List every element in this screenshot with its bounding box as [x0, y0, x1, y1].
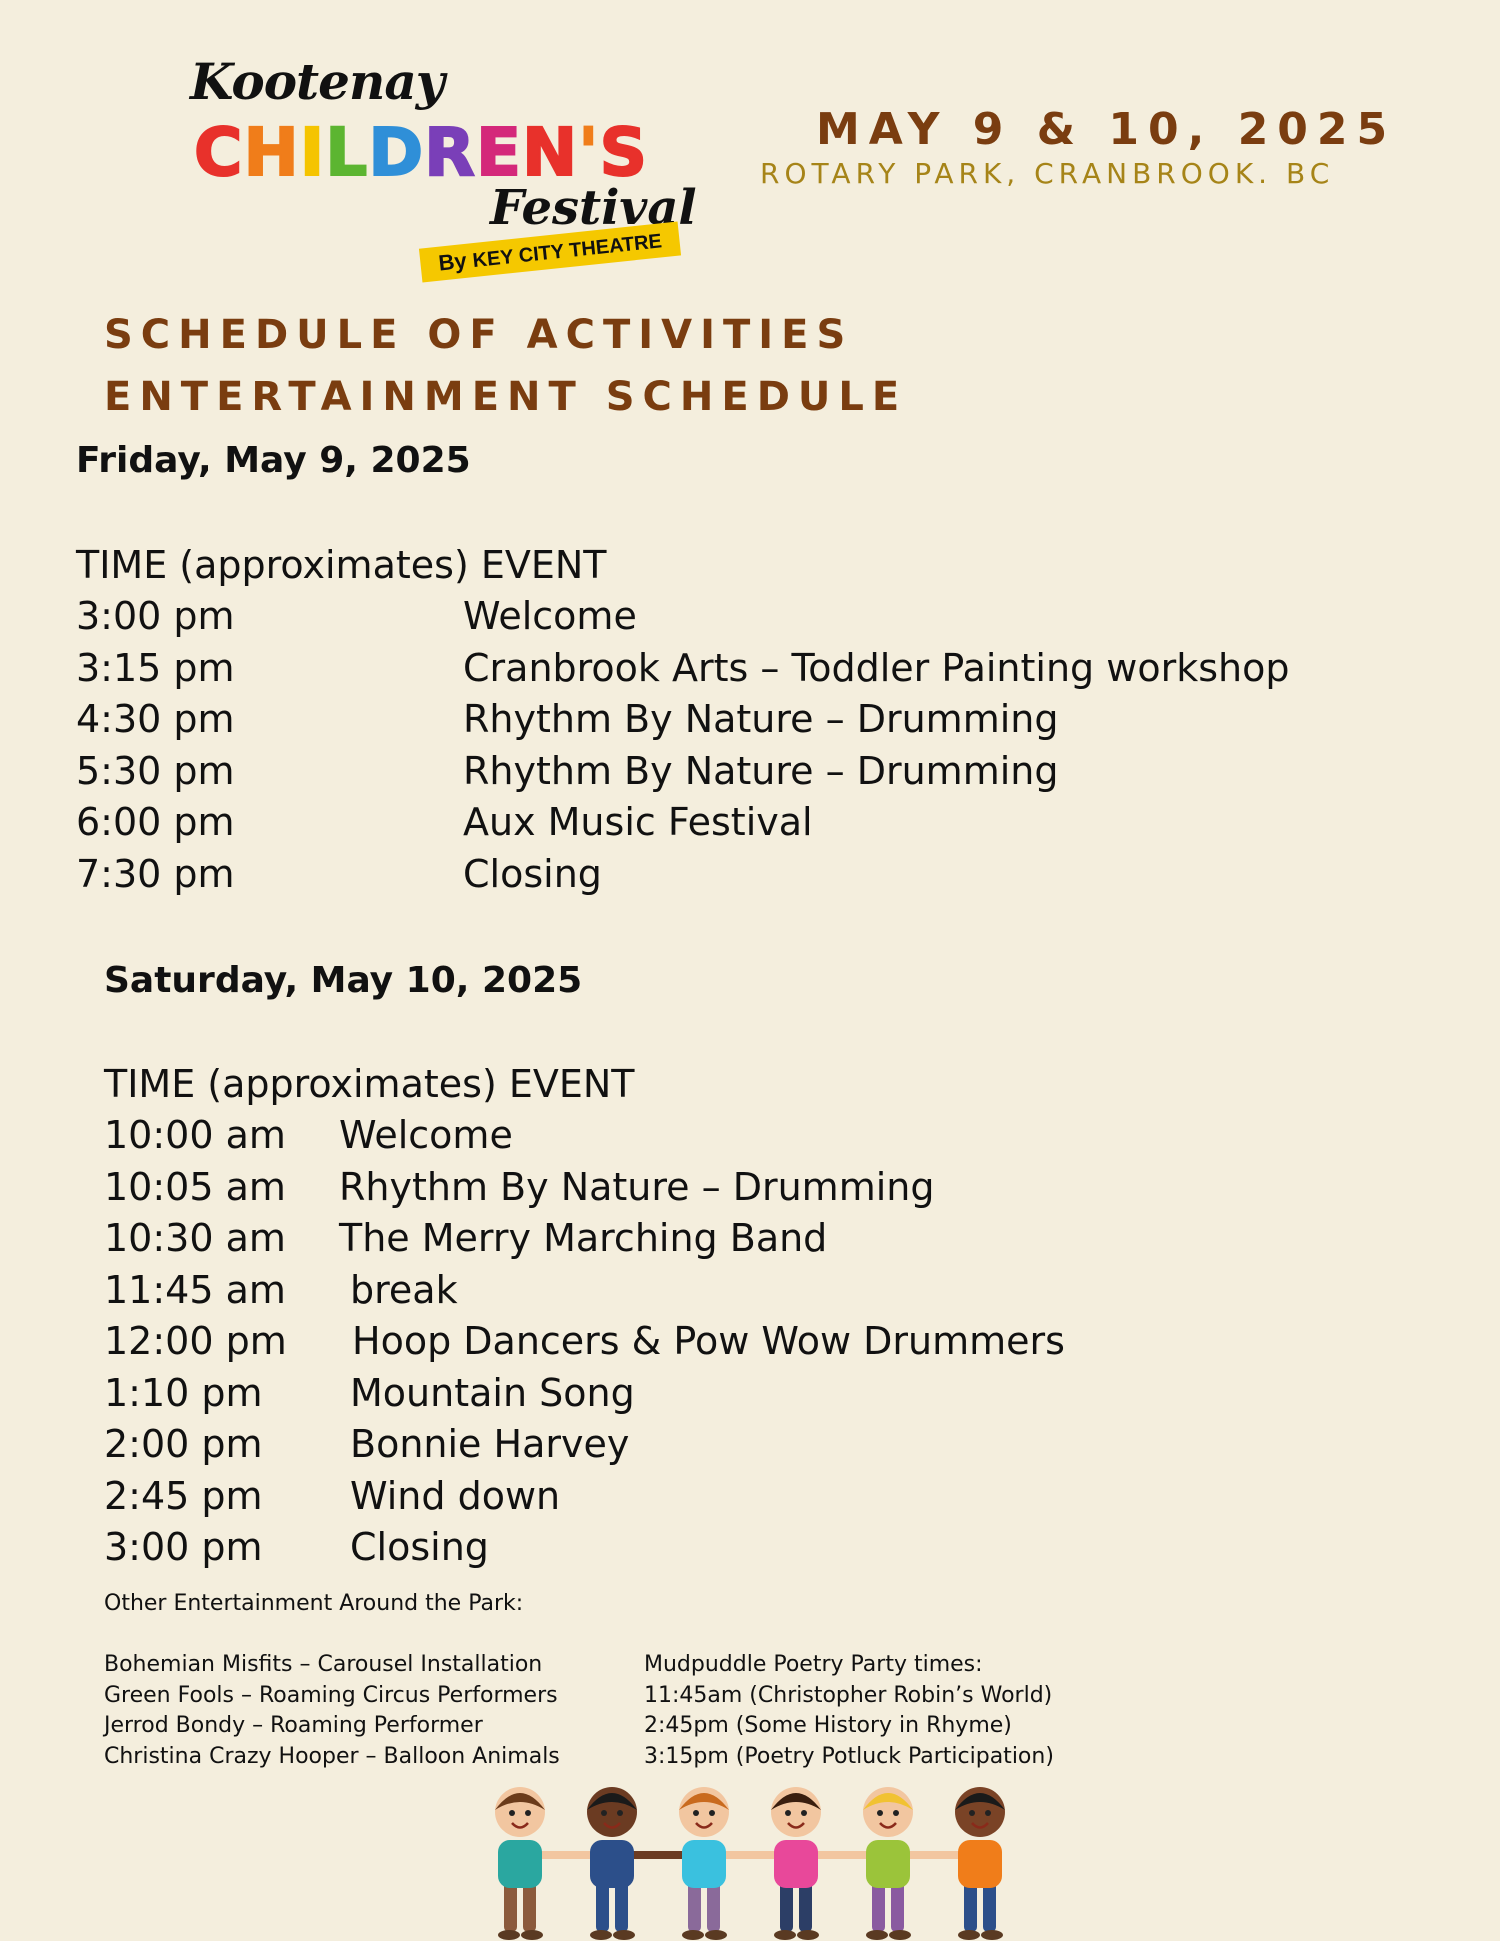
child-eye — [985, 1810, 991, 1816]
child-shoe — [682, 1930, 704, 1940]
logo-letter: E — [475, 114, 523, 191]
row-time: 10:30 am — [104, 1216, 286, 1260]
row-event: Hoop Dancers & Pow Wow Drummers — [352, 1319, 1065, 1363]
logo-letter: I — [299, 114, 326, 191]
row-time: 5:30 pm — [76, 748, 235, 793]
schedule-row — [104, 1213, 1404, 1265]
logo-festival-text: Festival — [490, 180, 697, 236]
row-time: 1:10 pm — [104, 1370, 263, 1415]
child-eye — [709, 1810, 715, 1816]
child-eye — [601, 1810, 607, 1816]
list-item: Mudpuddle Poetry Party times: — [644, 1652, 983, 1677]
schedule-row — [104, 1110, 1404, 1162]
child-shoe — [958, 1930, 980, 1940]
list-item: Green Fools – Roaming Circus Performers — [104, 1682, 558, 1708]
child-eye — [509, 1810, 515, 1816]
schedule-row — [104, 1162, 1404, 1214]
list-item: 2:45pm (Some History in Rhyme) — [644, 1713, 1012, 1738]
logo-letter: ' — [578, 114, 600, 191]
schedule-row — [76, 797, 1456, 849]
logo-by-prefix: By — [437, 247, 468, 276]
child-eye — [877, 1810, 883, 1816]
child-shirt — [590, 1840, 634, 1888]
logo-letter: H — [243, 114, 300, 191]
schedule-row — [76, 746, 1456, 798]
schedule-row — [104, 1265, 1404, 1317]
row-event: Closing — [463, 851, 602, 896]
child-shoe — [590, 1930, 612, 1940]
row-event: The Merry Marching Band — [339, 1216, 828, 1260]
schedule-row — [104, 1522, 1404, 1574]
row-event: Rhythm By Nature – Drumming — [463, 697, 1059, 741]
row-time: 3:00 pm — [104, 1525, 263, 1569]
child-shirt — [682, 1840, 726, 1888]
child-shoe — [866, 1930, 888, 1940]
row-event: Welcome — [339, 1113, 513, 1157]
child-shoe — [889, 1930, 911, 1940]
schedule-row — [104, 1419, 1404, 1471]
logo-letter: C — [194, 114, 244, 191]
row-time: 10:05 am — [104, 1164, 286, 1209]
row-time: 2:45 pm — [104, 1473, 263, 1518]
event-dates: MAY 9 & 10, 2025 — [816, 104, 1397, 155]
row-time: 4:30 pm — [76, 697, 235, 741]
logo-letter: R — [424, 114, 476, 191]
list-item: Jerrod Bondy – Roaming Performer — [104, 1713, 483, 1738]
child-eye — [893, 1810, 899, 1816]
child-eye — [801, 1810, 807, 1816]
child-shoe — [613, 1930, 635, 1940]
heading-schedule-of-activities: SCHEDULE OF ACTIVITIES — [104, 312, 854, 358]
row-event: Bonnie Harvey — [350, 1422, 630, 1466]
child-shoe — [498, 1930, 520, 1940]
festival-logo — [190, 52, 697, 297]
child-shirt — [498, 1840, 542, 1888]
other-entertainment-title: Other Entertainment Around the Park: — [104, 1591, 524, 1616]
row-time: 10:00 am — [104, 1113, 286, 1157]
schedule-row — [76, 849, 1456, 901]
child-eye — [693, 1810, 699, 1816]
child-shoe — [705, 1930, 727, 1940]
schedule-row — [76, 694, 1456, 746]
row-event: Welcome — [463, 594, 637, 638]
schedule-row — [104, 1471, 1404, 1523]
row-time: 2:00 pm — [104, 1422, 263, 1466]
poetry-party-times — [644, 1650, 1204, 1772]
list-item: Bohemian Misfits – Carousel Installation — [104, 1652, 543, 1677]
schedule-row — [76, 643, 1456, 695]
child-shoe — [774, 1930, 796, 1940]
logo-kootenay-text: Kootenay — [190, 52, 444, 111]
heading-entertainment-schedule: ENTERTAINMENT SCHEDULE — [104, 374, 908, 420]
child-eye — [785, 1810, 791, 1816]
schedule-row — [76, 591, 1456, 643]
row-event: break — [350, 1267, 458, 1312]
row-event: Rhythm By Nature – Drumming — [463, 748, 1059, 793]
schedule-row — [104, 1316, 1404, 1368]
row-event: Rhythm By Nature – Drumming — [339, 1164, 935, 1209]
row-event: Cranbrook Arts – Toddler Painting workshop — [463, 645, 1290, 690]
row-time: 6:00 pm — [76, 800, 235, 844]
row-event: Closing — [350, 1525, 489, 1569]
row-time: 7:30 pm — [76, 851, 235, 896]
row-time: 3:00 pm — [76, 594, 235, 638]
event-venue: ROTARY PARK, CRANBROOK. BC — [760, 157, 1335, 190]
child-eye — [617, 1810, 623, 1816]
other-entertainment-list — [104, 1650, 634, 1772]
row-time: 11:45 am — [104, 1267, 286, 1312]
logo-letter: D — [368, 114, 425, 191]
child-shirt — [866, 1840, 910, 1888]
logo-letter: L — [325, 114, 369, 191]
row-time: 12:00 pm — [104, 1319, 287, 1363]
row-event: Wind down — [350, 1473, 561, 1518]
logo-letter: S — [599, 114, 649, 191]
saturday-title: Saturday, May 10, 2025 — [104, 960, 583, 1001]
friday-title: Friday, May 9, 2025 — [76, 440, 471, 481]
list-item: Christina Crazy Hooper – Balloon Animals — [104, 1743, 560, 1769]
logo-by-name: KEY CITY THEATRE — [471, 230, 663, 273]
list-item: 11:45am (Christopher Robin’s World) — [644, 1682, 1053, 1708]
logo-letter: N — [522, 114, 579, 191]
saturday-column-header: TIME (approximates) EVENT — [104, 1062, 635, 1106]
child-shirt — [774, 1840, 818, 1888]
row-time: 3:15 pm — [76, 645, 235, 690]
child-shoe — [521, 1930, 543, 1940]
schedule-row — [104, 1368, 1404, 1420]
child-eye — [525, 1810, 531, 1816]
friday-column-header: TIME (approximates) EVENT — [76, 543, 607, 587]
child-eye — [969, 1810, 975, 1816]
child-shoe — [981, 1930, 1003, 1940]
row-event: Aux Music Festival — [463, 800, 813, 844]
child-shirt — [958, 1840, 1002, 1888]
children-holding-hands-illustration — [470, 1780, 1030, 1941]
child-shoe — [797, 1930, 819, 1940]
list-item: 3:15pm (Poetry Potluck Participation) — [644, 1743, 1054, 1769]
row-event: Mountain Song — [350, 1370, 635, 1415]
